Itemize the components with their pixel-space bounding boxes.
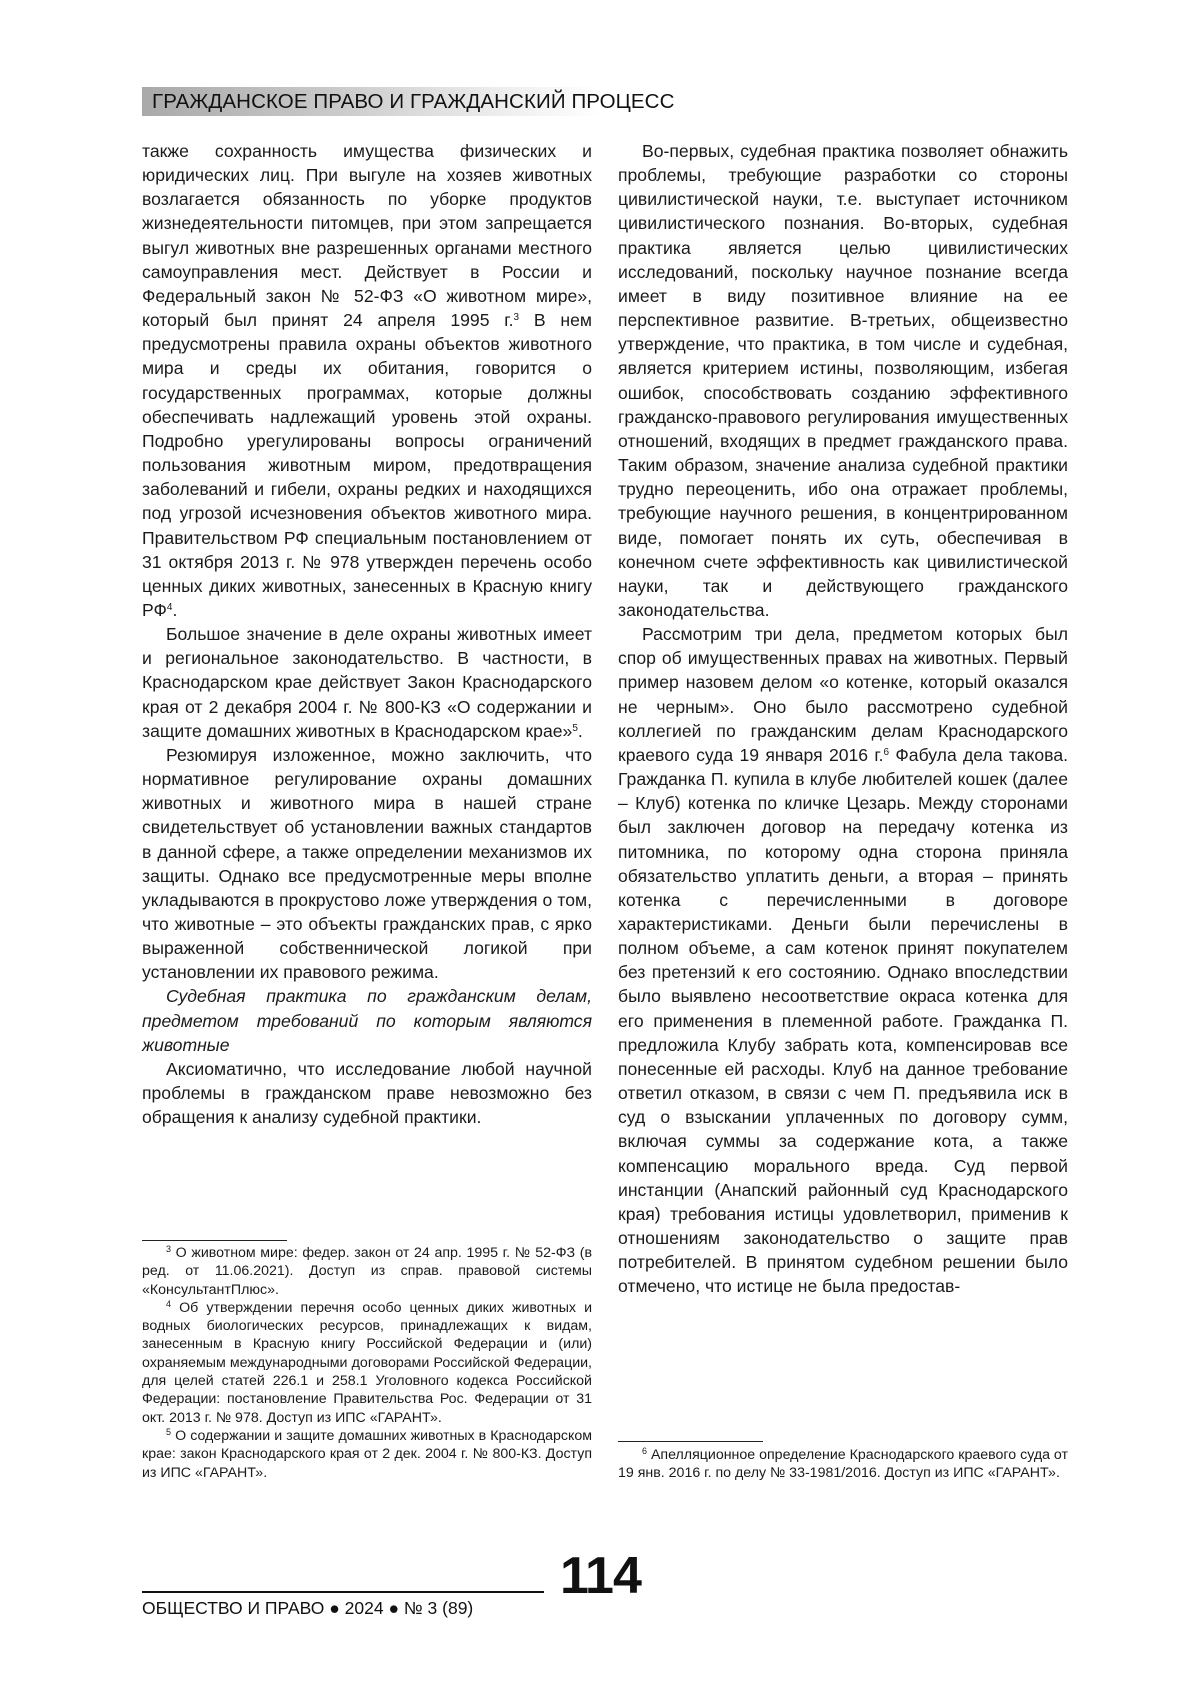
paragraph: Большое значение в деле охраны животных имеет и региональное законодательство. В частности, в Краснодарском крае действует Закон Краснодарского края от 2 декабря 2004 г. № 800-КЗ «О содержании и защите домашних животных в Краснодарском крае»$^5$. [142, 624, 592, 741]
footnotes-right [618, 1446, 1068, 1483]
paragraph: Аксиоматично, что исследование любой научной проблемы в гражданском праве невозможно без обращения к анализу судебной практики. [142, 1058, 592, 1128]
paragraph: Резюмируя изложенное, можно заключить, что нормативное регулирование охраны домашних животных и животного мира в нашей стране свидетельствует об установлении важных стандартов в данной сфере, а также определении механизмов их защиты. Однако все предусмотренные меры вполне укладываются в прокрустово ложе утверждения о том, что животные – это объекты гражданских прав, с ярко выраженной собственнической логикой при установлении их правового режима. [142, 744, 592, 983]
footnote-separator [618, 1441, 763, 1442]
right-column [618, 139, 1068, 1299]
left-column [142, 139, 592, 1129]
paragraph: Во-первых, судебная практика позволяет обнажить проблемы, требующие разработки со стороны цивилистической науки, т.е. выступает источником цивилистического познания. Во-вторых, судебная практика является целью цивилистических исследований, поскольку научное познание всегда имеет в виду позитивное влияние на ее перспективное развитие. В-третьих, общеизвестно утверждение, что практика, в том числе и судебная, является критерием истины, позволяющим, избегая ошибок, способствовать созданию эффективного гражданско-правового регулирования имущественных отношений, входящих в предмет гражданского права. Таким образом, значение анализа судебной практики трудно переоценить, ибо она отражает проблемы, требующие научного решения, в концентрированном виде, помогает понять их суть, обеспечивая в конечном счете эффективность как цивилистической науки, так и действующего гражданского законодательства. [618, 141, 1068, 620]
footnote-ref[interactable]: 5 [572, 722, 578, 734]
footnote: $^4$ Об утверждении перечня особо ценных диких животных и водных биологических ресурсов, принадлежащих к видам, занесенным в Красную книгу Российской Федерации и (или) охраняемым международными договорами Российской Федерации, для целей статей 226.1 и 258.1 Уголовного кодекса Российской Федерации: постановление Правительства Рос. Федерации от 31 окт. 2013 г. № 978. Доступ из ИПС «ГАРАНТ». [142, 1298, 592, 1426]
subsection-heading: Судебная практика по гражданским делам, предметом требований по которым являются животные [142, 986, 592, 1055]
footnote-ref[interactable]: 4 [166, 601, 173, 613]
footnote-separator [142, 1240, 287, 1241]
footnote: $^5$ О содержании и защите домашних животных в Краснодарском крае: закон Краснодарского края от 2 дек. 2004 г. № 800-КЗ. Доступ из ИПС «ГАРАНТ». [142, 1426, 592, 1481]
section-title: ГРАЖДАНСКОЕ ПРАВО И ГРАЖДАНСКИЙ ПРОЦЕСС [152, 90, 675, 113]
journal-info: ОБЩЕСТВО И ПРАВО ● 2024 ● № 3 (89) [142, 1598, 474, 1618]
footnote: $^6$ Апелляционное определение Краснодарского краевого суда от 19 янв. 2016 г. по делу № 33-1981/2016. Доступ из ИПС «ГАРАНТ». [618, 1446, 1069, 1482]
page-number: 114 [560, 1547, 641, 1605]
paragraph: Рассмотрим три дела, предметом которых был спор об имущественных правах на животных. Первый пример назовем делом «о котенке, который оказался не черным». Оно было рассмотрено судебной коллегией по гражданским делам Краснодарского краевого суда 19 января 2016 г.$^6$ Фабула дела такова. Гражданка П. купила в клубе любителей кошек (далее – Клуб) котенка по кличке Цезарь. Между сторонами был заключен договор на передачу котенка из питомника, по которому одна сторона приняла обязательство уплатить деньги, а вторая – принять котенка с перечисленными в договоре характеристиками. Деньги были перечислены в полном объеме, а сам котенок принят покупателем без претензий к его состоянию. Однако впоследствии было выявлено несоответствие окраса котенка для его применения в племенной работе. Гражданка П. предложила Клубу забрать кота, компенсировав все понесенные ей расходы. Клуб на данное требование ответил отказом, в связи с чем П. предъявила иск в суд о взыскании уплаченных по договору сумм, включая суммы за содержание кота, а также компенсацию морального вреда. Суд первой инстанции (Анапский районный суд Краснодарского края) требования истицы удовлетворил, применив к отношениям законодательство о защите прав потребителей. В принятом судебном решении было отмечено, что истице не была предостав- [618, 624, 1068, 1297]
footnote-ref[interactable]: 3 [513, 312, 520, 324]
footer-rule [142, 1591, 544, 1593]
footnotes-left [142, 1244, 592, 1482]
footnote: $^3$ О животном мире: федер. закон от 24 апр. 1995 г. № 52-ФЗ (в ред. от 11.06.2021). Доступ из справ. правовой системы «КонсультантПлюс». [142, 1244, 592, 1298]
footnote-ref[interactable]: 6 [883, 746, 890, 758]
section-header [142, 87, 682, 116]
paragraph: также сохранность имущества физических и юридических лиц. При выгуле на хозяев животных возлагается обязанность по уборке продуктов жизнедеятельности питомцев, при этом запрещается выгул животных вне разрешенных органами местного самоуправления мест. Действует в России и Федеральный закон № 52-ФЗ «О животном мире», который был принят 24 апреля 1995 г.$^3$ В нем предусмотрены правила охраны объектов животного мира и среды их обитания, говорится о государственных программах, которые должны обеспечивать надлежащий уровень этой охраны. Подробно урегулированы вопросы ограничений пользования животным миром, предотвращения заболеваний и гибели, охраны редких и находящихся под угрозой исчезновения объектов животного мира. Правительством РФ специальным постановлением от 31 октября 2013 г. № 978 утвержден перечень особо ценных диких животных, занесенных в Красную книгу $РФ^4$. [142, 141, 592, 620]
